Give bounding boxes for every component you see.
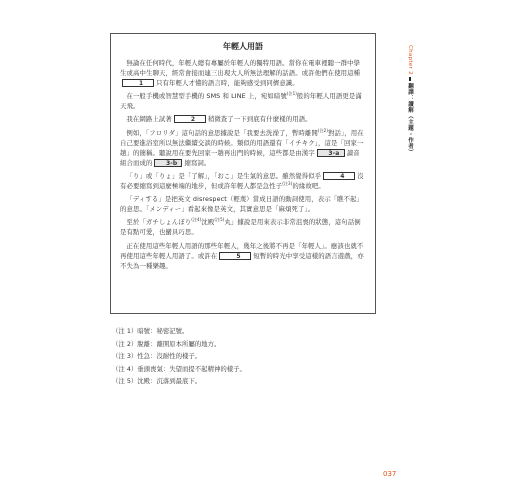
paragraph-4: 例如，「フロリダ」這句話的意思據說是「我要去洗澡了，暫時離開$^{(注2)}$對話」，用在自己要進浴室所以無法繼續交談的時候。類似的用語還有「イチキク」，這是「回家一趟」的簡稱。聽說用在要先回家一趟再出門的時候，這些都是由漢字 3-a 讀音組合而成的 3-b 縮寫詞。 xyxy=(120,127,364,167)
reading-passage-box xyxy=(110,33,376,314)
paragraph-5: 「り」或「りょ」是「了解」，「おこ」是生氣的意思。雖然覺得似乎 4 沒有必要縮寫到這麼極端的地步，但或許年輕人都是急性子$^{(注3)}$的緣故吧。 xyxy=(120,171,364,191)
blank-3b: 3-b xyxy=(154,159,182,167)
footnote-ref-5: (注5) xyxy=(214,217,225,223)
footnote-ref-1: (注1) xyxy=(286,91,297,97)
blank-4: 4 xyxy=(323,172,355,180)
footnote-ref-3: (注3) xyxy=(282,180,293,186)
footnote-ref-2: (注2) xyxy=(317,127,328,133)
paragraph-2: 在一般手機或智慧型手機的 SMS 和 LINE 上，宛如暗號$^{(注1)}$般的年輕人用語更是滿天飛。 xyxy=(120,91,362,111)
footnote-ref-4: (注4) xyxy=(191,217,202,223)
footnote-item: （注 2）脫離：離開原本所屬的地方。 xyxy=(112,339,221,348)
paragraph-7: 至於「ガチしょんぼり$^{(注4)}$沈殿$^{(注5)}$丸」據說是用來表示非常沮喪的狀態，這句話倒是有點可愛，也蠻具巧思。 xyxy=(120,217,361,237)
footnote-item: （注 3）性急：沒耐性的樣子。 xyxy=(112,352,202,361)
chapter-label: Chapter 2 xyxy=(407,45,413,75)
paragraph-1: 無論在任何時代，年輕人總有專屬於年輕人的獨特用語。當你在電車裡聽一群中學生或高中生聊天，經常會接而連三出現大人所無法理解的話語。或許他們在使用這種1 只有年輕人才懂的語言時，能夠感受到同儕意識。 xyxy=(120,59,361,88)
blank-5: 5 xyxy=(219,252,251,260)
blank-2: 2 xyxy=(174,115,206,123)
paragraph-8: 正在使用這些年輕人用語的那些年輕人，幾年之後將不再是「年輕人」。應該也就不再使用這些年輕人用語了。或許在 5 短暫的時光中享受這樣的語言遊戲，亦不失為一種樂趣。 xyxy=(120,241,364,270)
passage-title: 年輕人用語 xyxy=(223,42,263,51)
divider xyxy=(409,77,411,81)
page-number: 037 xyxy=(383,470,397,478)
footnotes xyxy=(112,325,412,388)
paragraph-6: 「ディする」是把英文 disrespect（輕蔑）當成日語的動詞使用，表示「瞧不起」的意思。「メンディー」看起來像是英文，其實意思是「麻煩死了」。 xyxy=(120,195,364,214)
footnote-item: （注 1）暗號：秘密記號。 xyxy=(112,327,189,335)
paragraph-3: 我在網路上試著 2 稍微查了一下到底有什麼樣的用語。 xyxy=(126,115,312,124)
blank-1: 1 xyxy=(122,79,154,87)
section-label: 翻譯：讀解（主題・作者） xyxy=(407,82,413,155)
footnote-item: （注 4）垂頭喪氣：失望而提不起精神的樣子。 xyxy=(112,364,246,373)
chapter-side-tab xyxy=(404,45,416,155)
blank-3a: 3-a xyxy=(317,149,345,157)
footnote-item: （注 5）沈殿：沉落到最底下。 xyxy=(112,377,202,386)
